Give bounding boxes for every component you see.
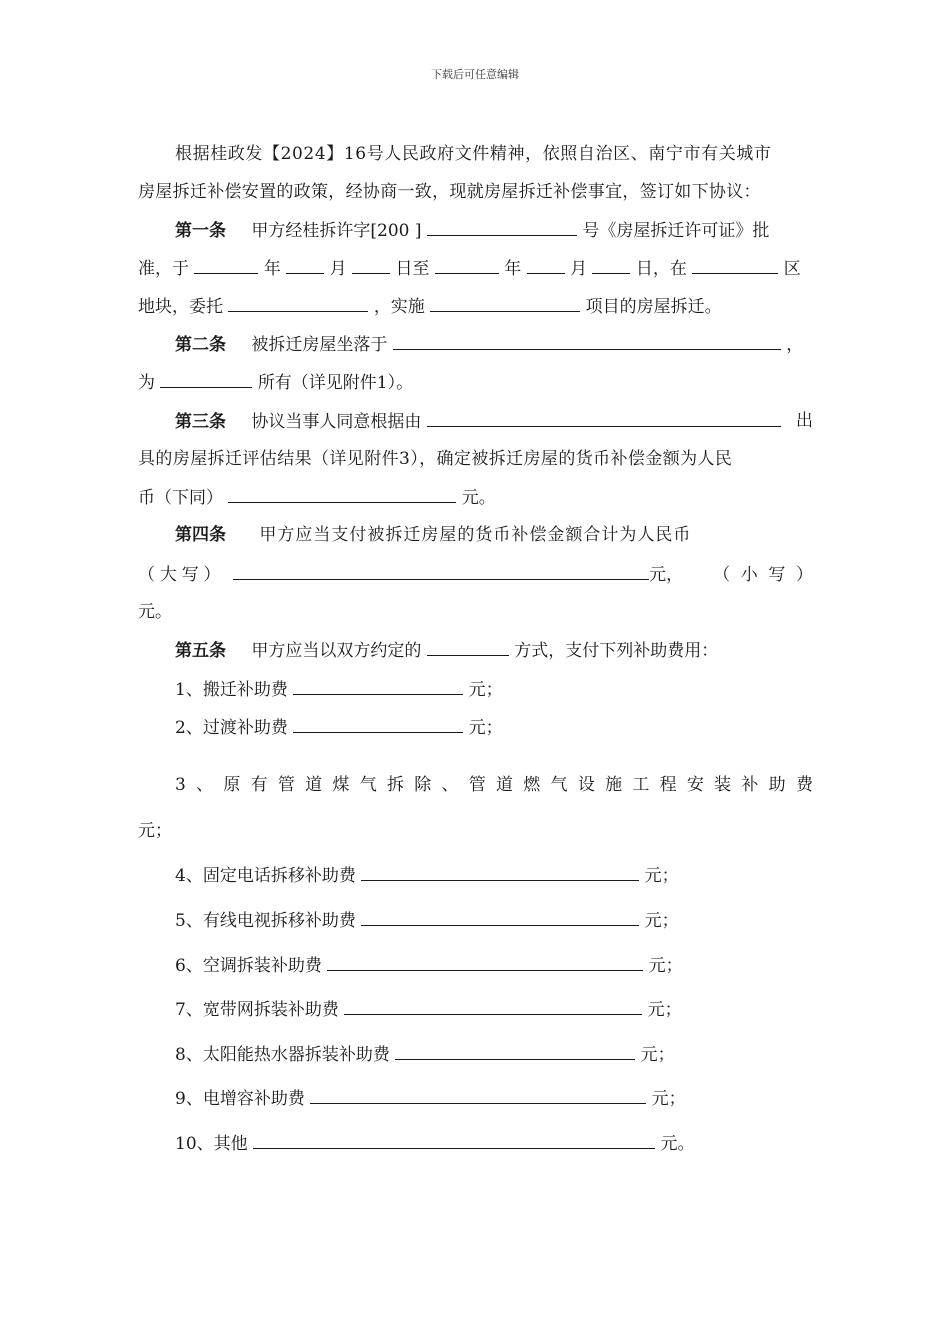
subsidy-item-label: 4、固定电话拆移补助费 [175,866,356,886]
subsidy-item-suffix: 元； [640,1045,675,1065]
subsidy-item [175,953,813,978]
article-1-text: 日，在 [635,259,687,279]
subsidy-item-suffix: 元； [647,1000,682,1020]
article-5-title: 第五条 [175,641,226,661]
start-day-blank[interactable] [352,256,390,274]
article-3-line-1 [175,409,813,434]
article-5-text: 甲方应当以双方约定的 [251,641,422,661]
relocation-subsidy-blank[interactable] [293,677,463,695]
intro-line-2: 房屋拆迁补偿安置的政策，经协商一致，现就房屋拆迁补偿事宜，签订如下协议： [138,182,761,202]
intro-line-1: 根据桂政发【2024】16号人民政府文件精神，依照自治区、南宁市有关城市 [175,144,772,164]
compensation-amount-blank[interactable] [228,485,456,503]
subsidy-item-suffix: 元； [468,680,503,700]
end-month-blank[interactable] [527,256,565,274]
subsidy-item-label: 1、搬迁补助费 [175,680,288,700]
entrusted-party-blank[interactable] [228,294,368,312]
article-5-line-1 [175,638,813,663]
article-3-line-3 [138,485,813,510]
start-year-blank[interactable] [194,256,258,274]
article-1-text: 月 [570,259,588,279]
article-1-line-1 [175,218,813,243]
subsidy-item [175,1042,813,1067]
article-2-text: 被拆迁房屋坐落于 [251,335,388,355]
payment-method-blank[interactable] [427,638,509,656]
article-1-text: 月 [329,259,347,279]
article-3-text: 出 [796,411,813,431]
subsidy-item-suffix: 元； [468,718,503,738]
subsidy-item-label: 7、宽带网拆装补助费 [175,1000,339,1020]
subsidy-item-label: 10、其他 [175,1134,248,1154]
article-4-line-2 [138,562,813,587]
subsidy-item [175,997,813,1022]
subsidy-item-suffix: 元； [648,956,683,976]
article-2-text: 为 [138,373,155,393]
house-location-blank[interactable] [393,332,781,350]
article-1-text: 年 [504,259,522,279]
subsidy-item [175,1131,813,1156]
assessor-blank[interactable] [427,409,781,427]
article-1-line-3 [138,294,813,319]
article-2-line-2 [138,370,813,395]
article-1-title: 第一条 [175,221,226,241]
article-2-line-1 [175,332,813,357]
article-2-text: ， [786,335,804,355]
subsidy-item-label: 6、空调拆装补助费 [175,956,322,976]
subsidy-item-suffix: 元。 [660,1134,695,1154]
subsidy-item [175,863,813,888]
article-3-text: 协议当事人同意根据由 [251,412,422,432]
article-2-text: 所有（详见附件1）。 [257,373,414,393]
transition-subsidy-blank[interactable] [293,715,463,733]
article-4-line-3: 元。 [138,602,172,622]
article-1-text: 年 [263,259,281,279]
article-1-text: ，实施 [373,297,425,317]
other-subsidy-blank[interactable] [253,1131,655,1149]
article-4-title: 第四条 [175,525,226,545]
article-3-text: 元。 [461,488,496,508]
subsidy-item [175,715,813,740]
subsidy-item-3-end: 元； [138,821,172,841]
owner-blank[interactable] [160,370,252,388]
article-3-text: 币（下同） [138,488,223,508]
small-amount-label: （ 小 写 ） [713,565,813,585]
subsidy-item-3: 3 、 原 有 管 道 煤 气 拆 除 、 管 道 燃 气 设 施 工 程 安 装 补 助 费 [175,775,813,795]
subsidy-item [175,908,813,933]
end-year-blank[interactable] [435,256,499,274]
total-amount-capital-blank[interactable] [233,562,650,580]
article-4-text: 元， [649,565,684,585]
project-name-blank[interactable] [430,294,580,312]
article-1-line-2 [138,256,813,281]
end-day-blank[interactable] [592,256,630,274]
article-3-title: 第三条 [175,412,226,432]
subsidy-item [175,1086,813,1111]
article-4-text: 甲方应当支付被拆迁房屋的货币补偿金额合计为人民币 [259,525,692,545]
subsidy-item-label: 5、有线电视拆移补助费 [175,911,356,931]
subsidy-item-label: 2、过渡补助费 [175,718,288,738]
article-4-line-1 [175,523,813,547]
article-1-text: 区 [783,259,801,279]
permit-number-blank[interactable] [427,218,577,236]
solar-heater-subsidy-blank[interactable] [395,1042,635,1060]
article-1-text: 项目的房屋拆迁。 [585,297,722,317]
page-header: 下载后可任意编辑 [431,68,519,81]
district-blank[interactable] [692,256,778,274]
article-1-text: 号《房屋拆迁许可证》批 [582,221,770,241]
subsidy-item-suffix: 元； [644,911,679,931]
article-1-text: 准，于 [138,259,189,279]
subsidy-item-suffix: 元； [644,866,679,886]
start-month-blank[interactable] [286,256,324,274]
subsidy-item [175,677,813,702]
telephone-subsidy-blank[interactable] [361,863,639,881]
article-3-line-2: 具的房屋拆迁评估结果（详见附件3），确定被拆迁房屋的货币补偿金额为人民 [138,449,733,469]
subsidy-item-suffix: 元； [651,1089,686,1109]
power-capacity-subsidy-blank[interactable] [310,1086,646,1104]
article-1-text: 地块，委托 [138,297,223,317]
cable-tv-subsidy-blank[interactable] [361,908,639,926]
broadband-subsidy-blank[interactable] [344,997,642,1015]
article-5-text: 方式，支付下列补助费用： [514,641,719,661]
article-1-text: 甲方经桂拆许字[200 ] [251,221,422,241]
article-1-text: 日至 [395,259,430,279]
article-2-title: 第二条 [175,335,226,355]
subsidy-item-label: 9、电增容补助费 [175,1089,305,1109]
big-amount-label: （ 大 写 ） [138,565,221,585]
air-conditioner-subsidy-blank[interactable] [327,953,643,971]
subsidy-item-label: 8、太阳能热水器拆装补助费 [175,1045,390,1065]
